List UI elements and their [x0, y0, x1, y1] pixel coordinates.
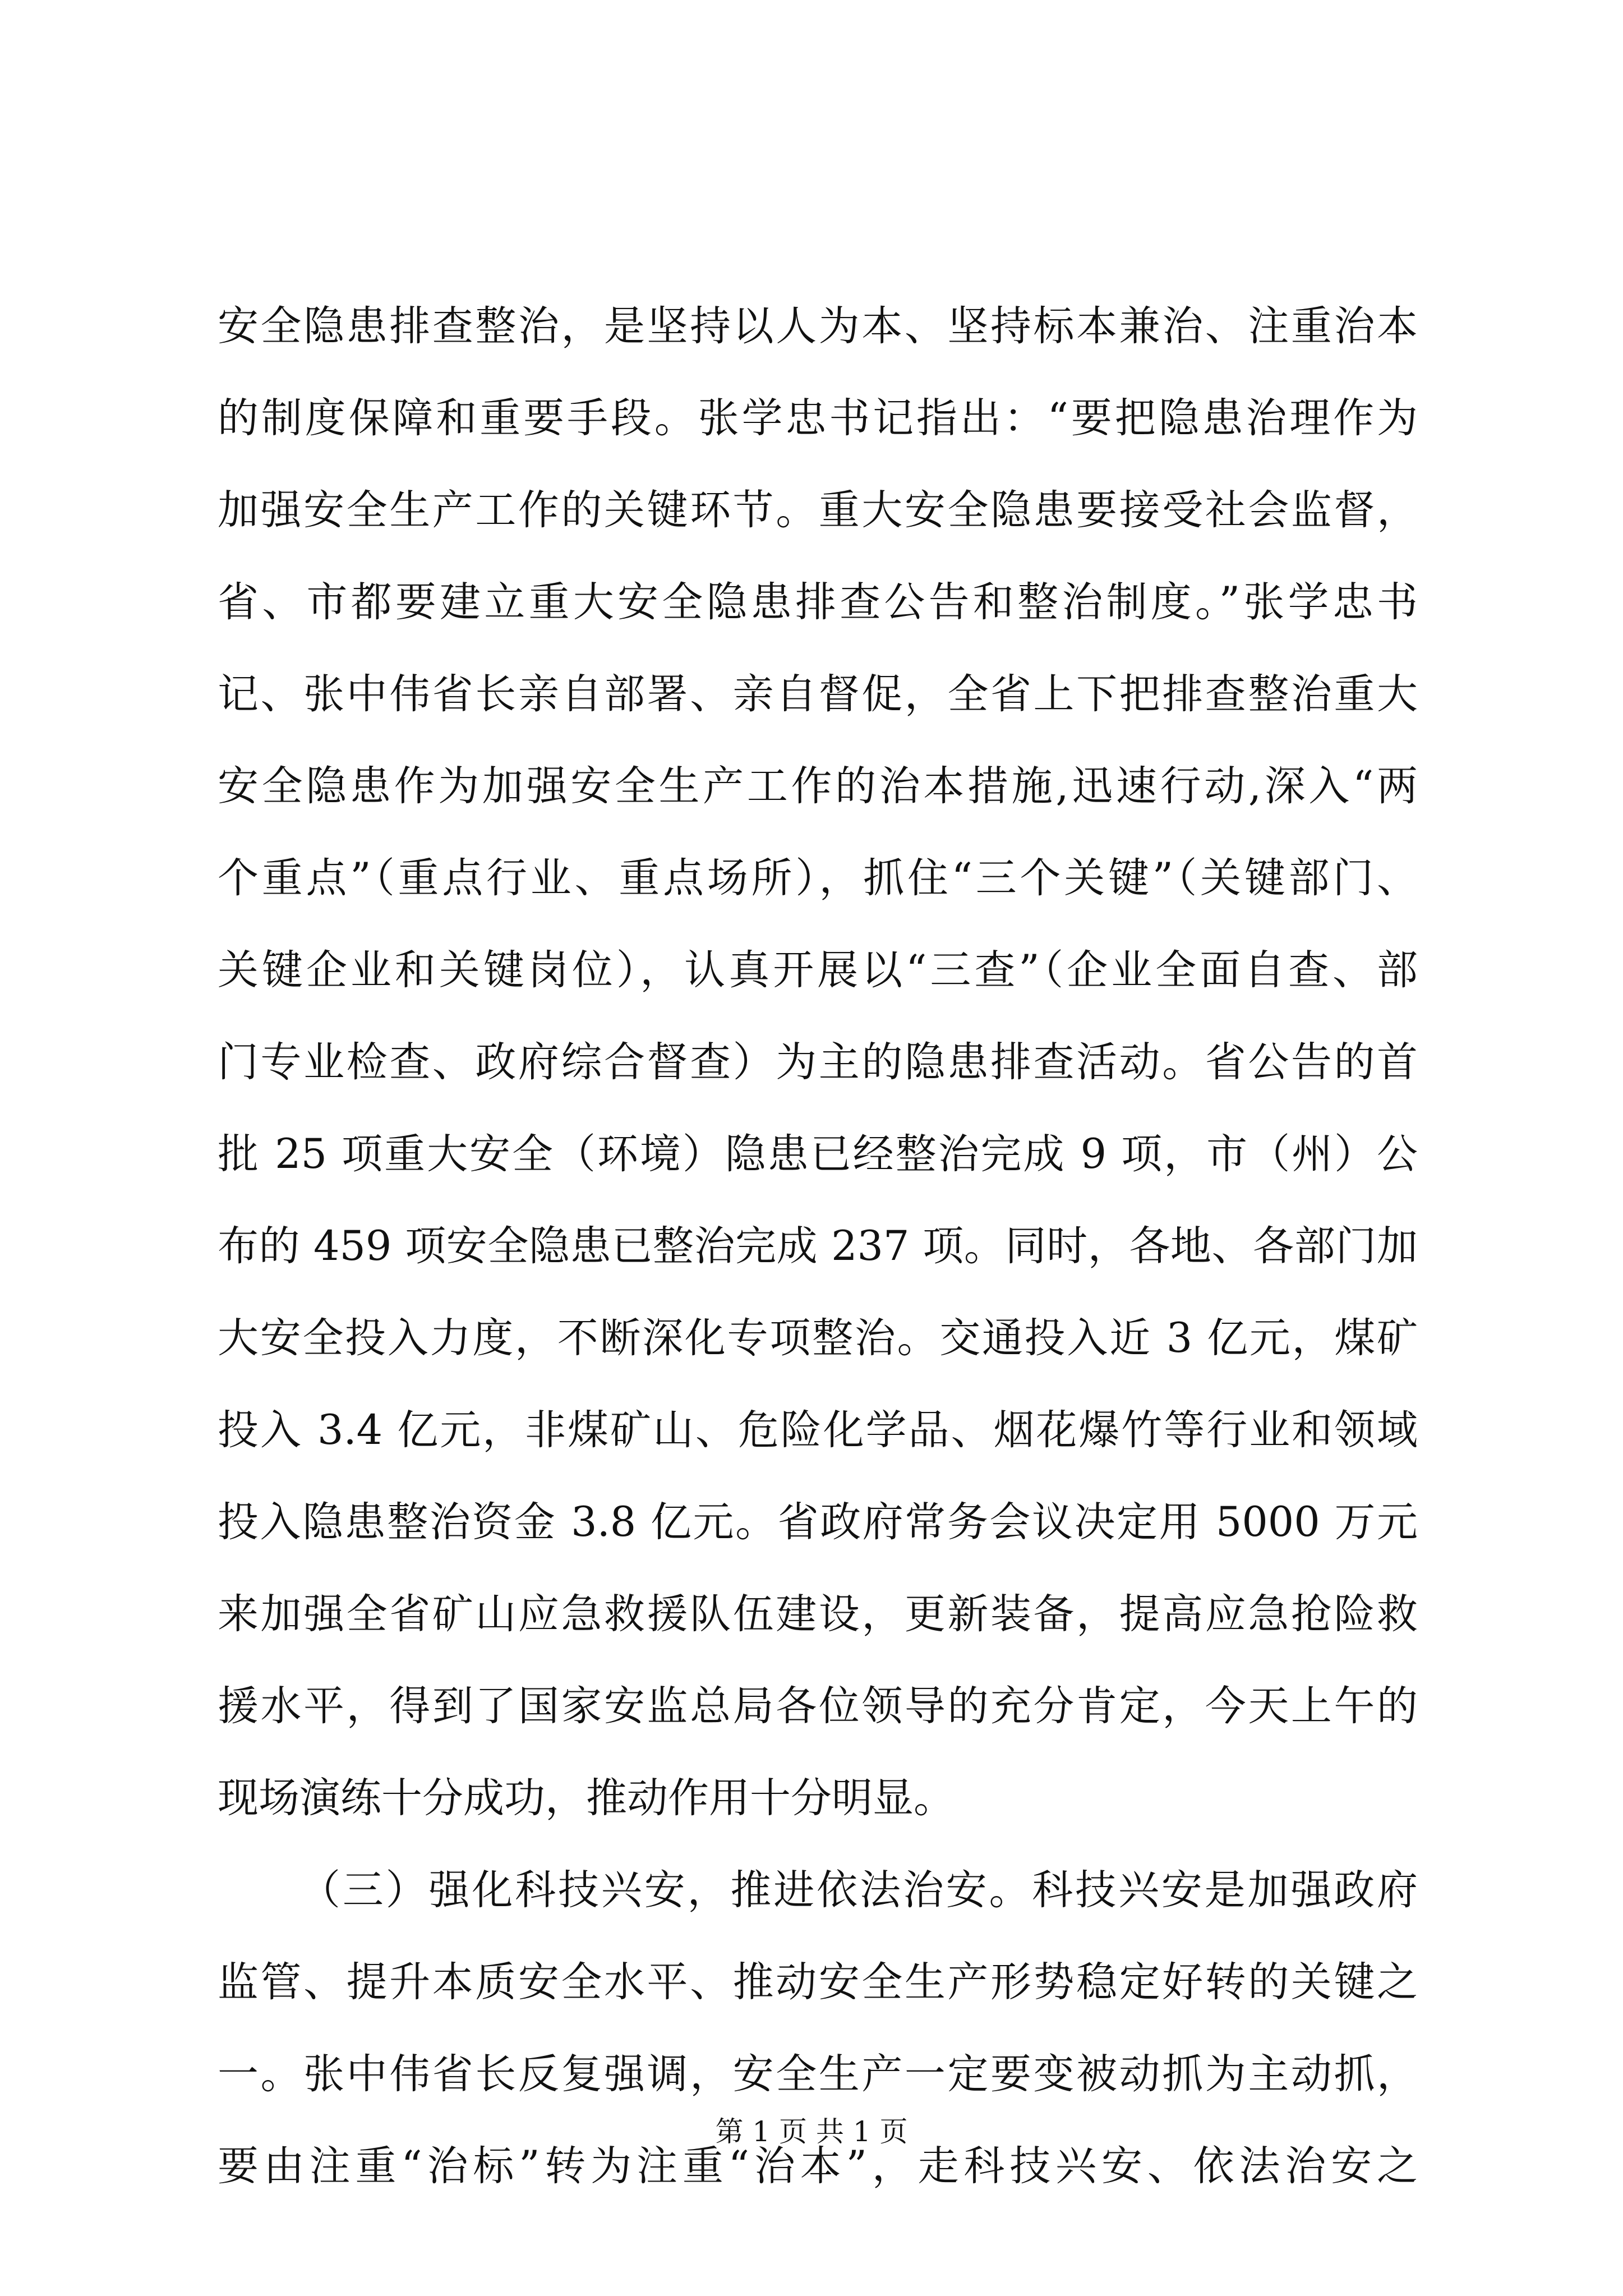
- text-line: 加强安全生产工作的关键环节。重大安全隐患要接受社会监督，: [218, 486, 1418, 534]
- text-line: 关键企业和关键岗位），认真开展以“三查”（企业全面自查、部: [218, 946, 1418, 994]
- text-line: 来加强全省矿山应急救援队伍建设，更新装备，提高应急抢险救: [218, 1590, 1418, 1638]
- text-line: 援水平，得到了国家安监总局各位领导的充分肯定，今天上午的: [218, 1682, 1418, 1730]
- text-line: 批 25 项重大安全（环境）隐患已经整治完成 9 项，市（州）公: [218, 1130, 1418, 1178]
- text-line: 的制度保障和重要手段。张学忠书记指出：“要把隐患治理作为: [218, 394, 1418, 442]
- text-line: 安全隐患排查整治，是坚持以人为本、坚持标本兼治、注重治本: [218, 302, 1418, 350]
- body-text: [218, 280, 1418, 2212]
- text-line: 要由注重“治标”转为注重“治本”，走科技兴安、依法治安之: [218, 2142, 1418, 2190]
- text-line: 安全隐患作为加强安全生产工作的治本措施,迅速行动,深入“两: [218, 762, 1418, 810]
- text-line: 省、市都要建立重大安全隐患排查公告和整治制度。”张学忠书: [218, 578, 1418, 626]
- text-line: 个重点”（重点行业、重点场所），抓住“三个关键”（关键部门、: [218, 854, 1418, 902]
- text-line: 布的 459 项安全隐患已整治完成 237 项。同时，各地、各部门加: [218, 1222, 1418, 1270]
- text-line: 一。张中伟省长反复强调，安全生产一定要变被动抓为主动抓，: [218, 2050, 1418, 2098]
- text-line: 现场演练十分成功，推动作用十分明显。: [218, 1774, 955, 1822]
- page-footer: 第 1 页 共 1 页: [715, 2115, 908, 2148]
- text-line: 监管、提升本质安全水平、推动安全生产形势稳定好转的关键之: [218, 1958, 1418, 2006]
- text-line: 投入 3.4 亿元，非煤矿山、危险化学品、烟花爆竹等行业和领域: [218, 1406, 1418, 1454]
- text-line: 大安全投入力度，不断深化专项整治。交通投入近 3 亿元，煤矿: [218, 1314, 1418, 1362]
- text-line: 门专业检查、政府综合督查）为主的隐患排查活动。省公告的首: [218, 1038, 1418, 1086]
- text-line: 记、张中伟省长亲自部署、亲自督促，全省上下把排查整治重大: [218, 670, 1418, 718]
- section-heading-line: （三）强化科技兴安，推进依法治安。科技兴安是加强政府: [299, 1866, 1418, 1914]
- text-line: 投入隐患整治资金 3.8 亿元。省政府常务会议决定用 5000 万元: [218, 1498, 1418, 1546]
